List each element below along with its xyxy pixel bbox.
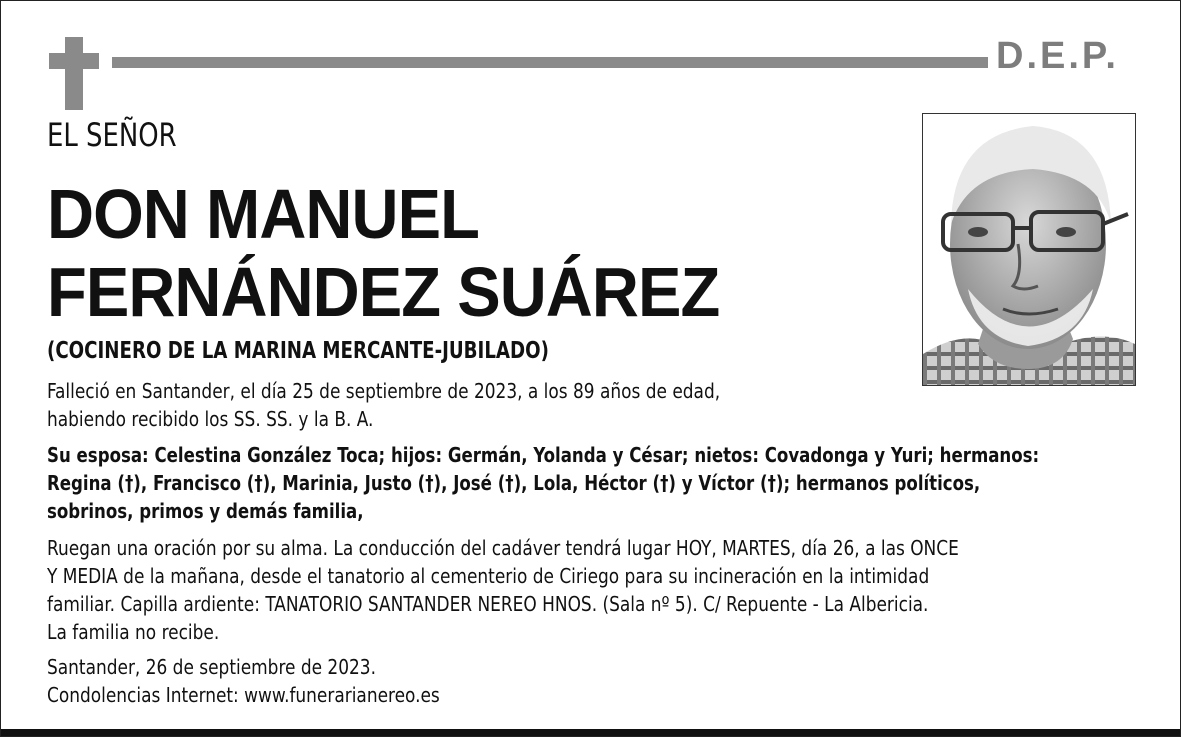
family-line-3: sobrinos, primos y demás familia, bbox=[47, 499, 364, 523]
service-line-4: La familia no recibe. bbox=[47, 620, 220, 644]
header-rule bbox=[112, 57, 988, 68]
occupation: (COCINERO DE LA MARINA MERCANTE-JUBILADO) bbox=[47, 338, 549, 364]
cross-icon bbox=[65, 37, 83, 110]
footer-date: Santander, 26 de septiembre de 2023. bbox=[47, 655, 377, 679]
name-line-2: FERNÁNDEZ SUÁREZ bbox=[47, 253, 720, 331]
dep-badge: D.E.P. bbox=[996, 35, 1119, 77]
service-line-2: Y MEDIA de la mañana, desde el tanatorio al cementerio de Ciriego para su incineración en la intimidad bbox=[47, 564, 930, 588]
honorific: EL SEÑOR bbox=[47, 116, 177, 154]
family-list bbox=[47, 441, 1039, 525]
portrait-image bbox=[923, 114, 1135, 385]
death-line-1: Falleció en Santander, el día 25 de septiembre de 2023, a los 89 años de edad, bbox=[47, 379, 721, 403]
deceased-name bbox=[47, 175, 719, 331]
footer bbox=[47, 653, 440, 709]
name-line-1: DON MANUEL bbox=[47, 175, 479, 253]
cross-icon-arm bbox=[49, 53, 99, 69]
family-line-1: Su esposa: Celestina González Toca; hijos: Germán, Yolanda y César; nietos: Covadonga y Yuri; hermanos: bbox=[47, 443, 1040, 467]
footer-website: Condolencias Internet: www.funerarianereo.es bbox=[47, 683, 440, 707]
portrait-photo bbox=[922, 113, 1136, 386]
service-line-1: Ruegan una oración por su alma. La conducción del cadáver tendrá lugar HOY, MARTES, día 26, a las ONCE bbox=[47, 536, 959, 560]
bottom-border bbox=[1, 729, 1180, 736]
family-line-2: Regina (†), Francisco (†), Marinia, Justo (†), José (†), Lola, Héctor (†) y Víctor (†); hermanos políticos, bbox=[47, 471, 981, 495]
death-line-2: habiendo recibido los SS. SS. y la B. A. bbox=[47, 407, 374, 431]
death-details bbox=[47, 377, 720, 433]
service-details bbox=[47, 534, 959, 646]
service-line-3: familiar. Capilla ardiente: TANATORIO SANTANDER NEREO HNOS. (Sala nº 5). C/ Repuente - La Albericia. bbox=[47, 592, 929, 616]
